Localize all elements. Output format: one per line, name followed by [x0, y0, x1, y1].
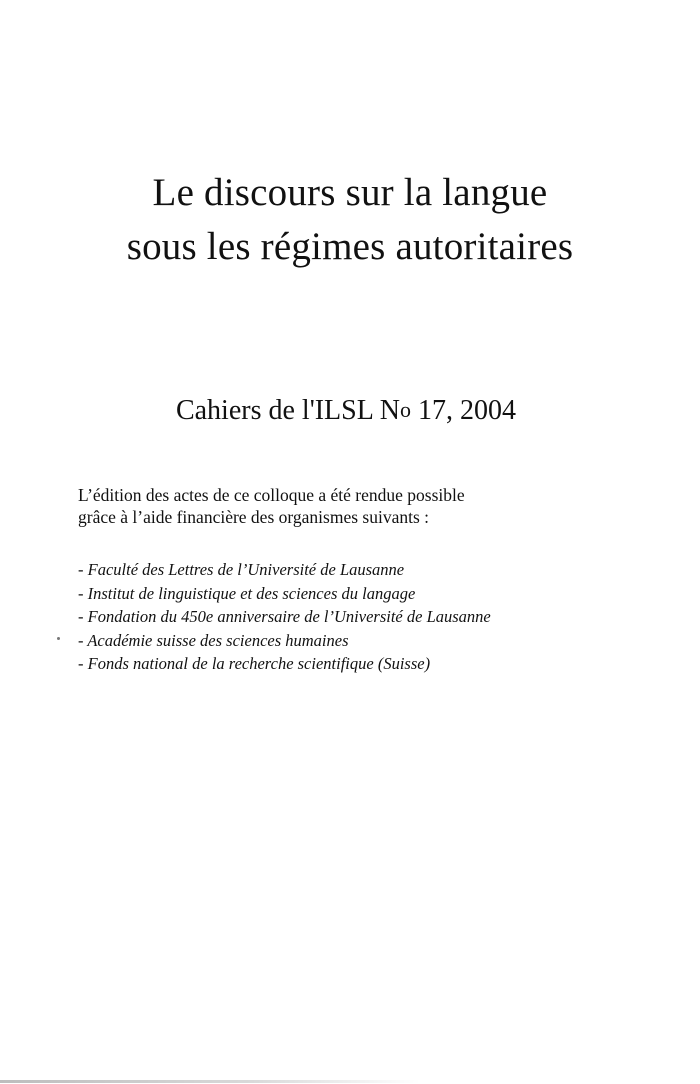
acknowledgement-intro	[78, 484, 658, 528]
book-title-line-1: Le discours sur la langue	[152, 171, 548, 214]
number-sign-suffix: o	[400, 397, 412, 422]
acknowledgement-line-2: grâce à l’aide financière des organismes suivants :	[78, 507, 429, 527]
acknowledgement-line-1: L’édition des actes de ce colloque a été rendue possible	[78, 485, 465, 505]
sponsor-item: - Faculté des Lettres de l’Université de Lausanne	[78, 560, 405, 579]
sponsor-item: - Institut de linguistique et des sciences du langage	[78, 583, 416, 603]
series-number-year: 17, 2004	[411, 395, 517, 426]
series-name: Cahiers de l'ILSL N	[175, 395, 401, 426]
series-info	[0, 392, 692, 429]
book-title	[0, 166, 700, 274]
sponsor-item: - Fonds national de la recherche scientifique (Suisse)	[78, 654, 431, 673]
book-title-line-2: sous les régimes autoritaires	[126, 225, 574, 268]
sponsor-list	[78, 558, 658, 676]
stray-dot-mark	[57, 637, 60, 640]
bottom-scan-edge	[0, 1080, 420, 1083]
sponsor-item: - Fondation du 450e anniversaire de l’Université de Lausanne	[78, 607, 491, 626]
sponsor-item: - Académie suisse des sciences humaines	[78, 630, 349, 650]
